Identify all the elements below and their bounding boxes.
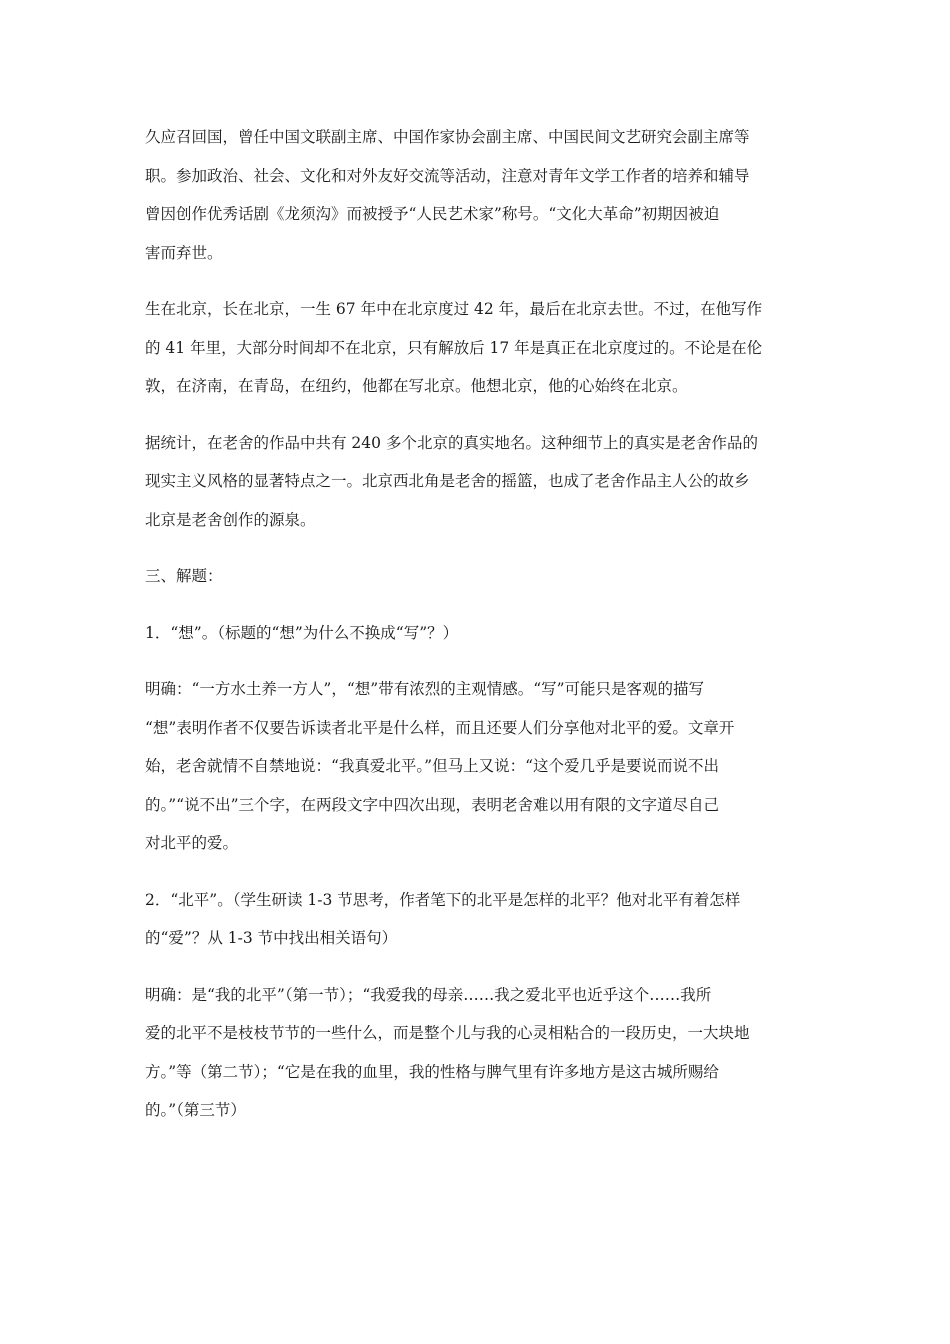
text-line: 对北平的爱。 xyxy=(145,834,239,852)
text-line: 害而弃世。 xyxy=(145,243,223,262)
text-line: 的。”“说不出”三个字，在两段文字中四次出现，表明老舍难以用有限的文字道尽自己 xyxy=(145,795,720,814)
paragraph-biography xyxy=(145,118,807,272)
document-body xyxy=(145,118,807,1130)
text-line: 的 41 年里，大部分时间却不在北京，只有解放后 17 年是真正在北京度过的。不论是在伦 xyxy=(145,338,763,357)
text-line: 曾因创作优秀话剧《龙须沟》而被授予“人民艺术家”称号。“文化大革命”初期因被迫 xyxy=(145,205,720,223)
text-line: 北京是老舍创作的源泉。 xyxy=(145,510,316,529)
text-line: 的“爱”？从 1-3 节中找出相关语句） xyxy=(145,929,398,947)
text-line: “想”表明作者不仅要告诉读者北平是什么样，而且还要人们分享他对北平的爱。文章开 xyxy=(145,718,735,737)
text-line: 敦，在济南，在青岛，在纽约，他都在写北京。他想北京，他的心始终在北京。 xyxy=(145,377,688,395)
paragraph-gap xyxy=(145,863,807,881)
answer-2 xyxy=(145,976,807,1130)
text-line: 的。”（第三节） xyxy=(145,1101,246,1119)
paragraph-gap xyxy=(145,958,807,976)
paragraph-gap xyxy=(145,539,807,557)
text-line: 方。”等（第二节）；“它是在我的血里，我的性格与脾气里有许多地方是这古城所赐给 xyxy=(145,1062,719,1081)
question-2 xyxy=(145,881,807,958)
paragraph-beijing-life xyxy=(145,290,807,406)
answer-1 xyxy=(145,670,807,863)
text-line: 爱的北平不是枝枝节节的一些什么，而是整个儿与我的心灵相粘合的一段历史，一大块地 xyxy=(145,1024,750,1042)
paragraph-gap xyxy=(145,272,807,290)
text-line: 明确：是“我的北平”（第一节）；“我爱我的母亲……我之爱北平也近乎这个……我所 xyxy=(145,985,712,1004)
text-line: 始，老舍就情不自禁地说：“我真爱北平。”但马上又说：“这个爱几乎是要说而说不出 xyxy=(145,757,720,775)
text-line: 2．“北平”。（学生研读 1-3 节思考，作者笔下的北平是怎样的北平？他对北平有着怎样 xyxy=(145,890,741,909)
text-line: 据统计，在老舍的作品中共有 240 多个北京的真实地名。这种细节上的真实是老舍作品的 xyxy=(145,433,758,452)
paragraph-statistics xyxy=(145,424,807,540)
paragraph-gap xyxy=(145,406,807,424)
text-line: 1．“想”。（标题的“想”为什么不换成“写”？） xyxy=(145,623,459,642)
paragraph-gap xyxy=(145,596,807,614)
text-line: 生在北京，长在北京，一生 67 年中在北京度过 42 年，最后在北京去世。不过，在他写作 xyxy=(145,300,763,318)
paragraph-gap xyxy=(145,652,807,670)
text-line: 现实主义风格的显著特点之一。北京西北角是老舍的摇篮，也成了老舍作品主人公的故乡 xyxy=(145,472,750,490)
section-heading-title-analysis xyxy=(145,557,807,596)
text-line: 久应召回国，曾任中国文联副主席、中国作家协会副主席、中国民间文艺研究会副主席等 xyxy=(145,128,750,146)
question-1 xyxy=(145,614,807,653)
text-line: 三、解题： xyxy=(145,567,223,585)
text-line: 职。参加政治、社会、文化和对外友好交流等活动，注意对青年文学工作者的培养和辅导 xyxy=(145,166,750,185)
text-line: 明确：“一方水土养一方人”，“想”带有浓烈的主观情感。“写”可能只是客观的描写 xyxy=(145,680,705,698)
